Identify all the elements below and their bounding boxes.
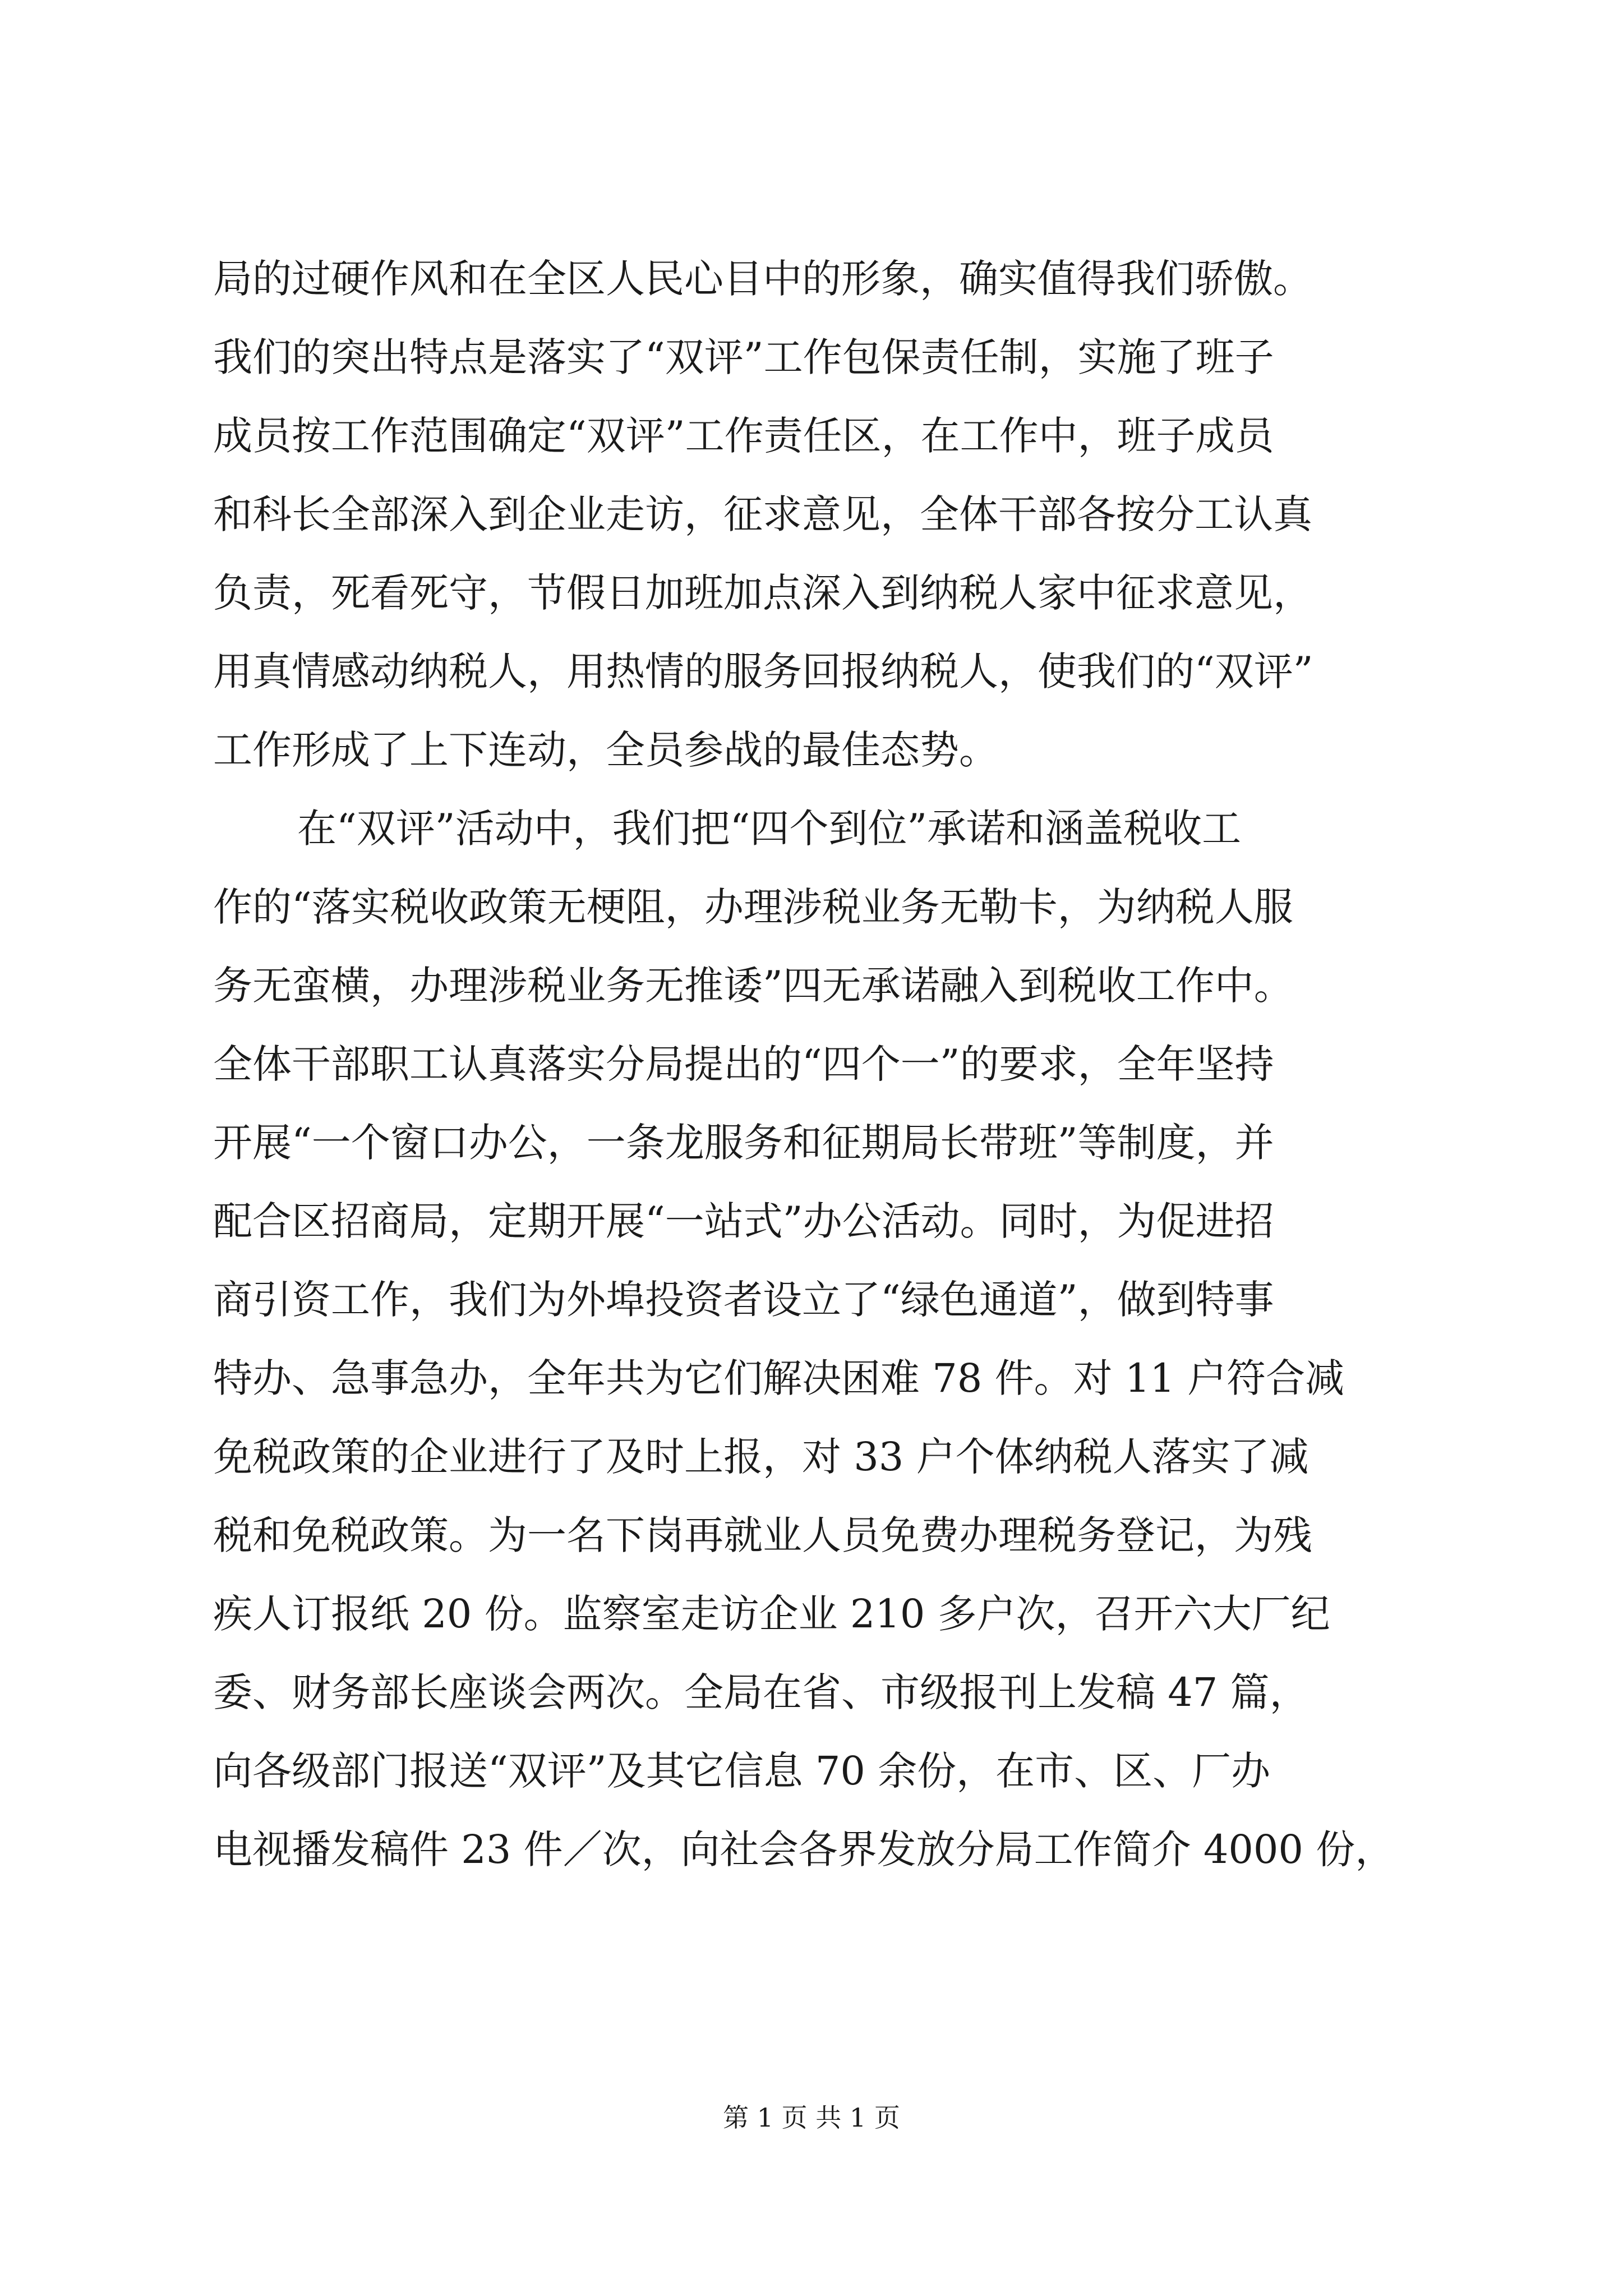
paragraph-line: 成员按工作范围确定“双评”工作责任区，在工作中，班子成员: [213, 413, 1274, 459]
paragraph-line: 作的“落实税收政策无梗阻，办理涉税业务无勒卡，为纳税人服: [213, 884, 1293, 930]
paragraph-line: 疾人订报纸 20 份。监察室走访企业 210 多户次，召开六大厂纪: [213, 1591, 1330, 1637]
paragraph-line: 和科长全部深入到企业走访，征求意见，全体干部各按分工认真: [213, 491, 1312, 537]
paragraph-line: 全体干部职工认真落实分局提出的“四个一”的要求，全年坚持: [213, 1041, 1274, 1087]
paragraph-line: 负责，死看死守，节假日加班加点深入到纳税人家中征求意见，: [213, 570, 1312, 616]
page-footer: 第 1 页 共 1 页: [723, 2102, 900, 2133]
paragraph-line: 局的过硬作风和在全区人民心目中的形象，确实值得我们骄傲。: [213, 256, 1312, 302]
paragraph-line: 税和免税政策。为一名下岗再就业人员免费办理税务登记，为残: [213, 1512, 1312, 1558]
paragraph-line: 工作形成了上下连动，全员参战的最佳态势。: [213, 727, 998, 773]
paragraph-line: 我们的突出特点是落实了“双评”工作包保责任制，实施了班子: [213, 334, 1274, 380]
paragraph-line: 向各级部门报送“双评”及其它信息 70 余份，在市、区、厂办: [213, 1748, 1271, 1794]
paragraph-line: 电视播发稿件 23 件／次，向社会各界发放分局工作简介 4000 份，: [213, 1826, 1395, 1872]
paragraph-line: 免税政策的企业进行了及时上报，对 33 户个体纳税人落实了减: [213, 1434, 1309, 1480]
paragraph-line: 配合区招商局，定期开展“一站式”办公活动。同时，为促进招: [213, 1198, 1274, 1244]
paragraph-line: 委、财务部长座谈会两次。全局在省、市级报刊上发稿 47 篇，: [213, 1669, 1309, 1715]
paragraph-line: 用真情感动纳税人，用热情的服务回报纳税人，使我们的“双评”: [213, 648, 1313, 694]
paragraph-line-indented: 在“双评”活动中，我们把“四个到位”承诺和涵盖税收工: [297, 806, 1242, 852]
paragraph-line: 特办、急事急办，全年共为它们解决困难 78 件。对 11 户符合减: [213, 1355, 1345, 1401]
paragraph-line: 开展“一个窗口办公，一条龙服务和征期局长带班”等制度，并: [213, 1120, 1274, 1166]
paragraph-line: 商引资工作，我们为外埠投资者设立了“绿色通道”，做到特事: [213, 1277, 1274, 1323]
paragraph-line: 务无蛮横，办理涉税业务无推诿”四无承诺融入到税收工作中。: [213, 963, 1293, 1009]
